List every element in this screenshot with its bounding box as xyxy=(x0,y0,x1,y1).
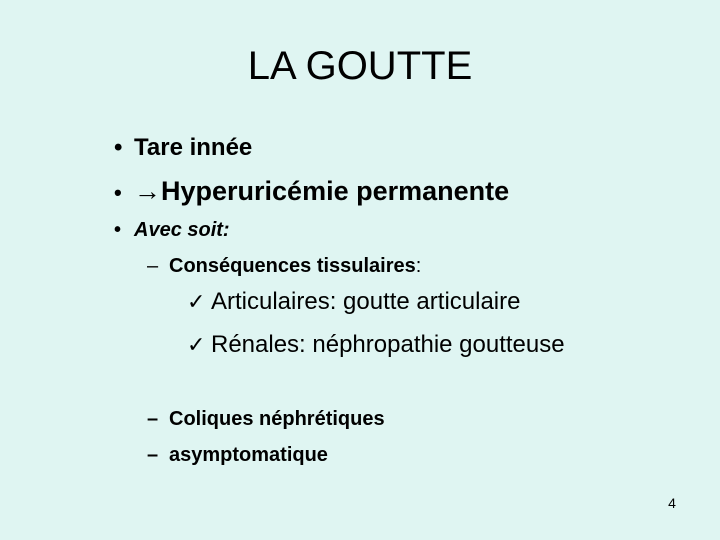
dash-icon: – xyxy=(147,255,159,277)
check-item-text: Articulaires: goutte articulaire xyxy=(211,288,521,315)
bullet-hyperuricemie xyxy=(114,175,509,209)
checkmark-icon: ✓ xyxy=(187,332,206,357)
bullet-text: Tare innée xyxy=(134,134,253,161)
sub-item-text: Coliques néphrétiques xyxy=(169,408,385,430)
sub-item-coliques xyxy=(147,406,385,432)
sub-item-consequences xyxy=(147,253,421,279)
check-item-renales xyxy=(187,330,565,360)
bullet-avec-soit xyxy=(114,218,230,242)
bullet-text: Avec soit: xyxy=(134,219,230,241)
bullet-tare xyxy=(114,134,252,162)
dash-icon: – xyxy=(147,444,159,466)
bullet-icon: • xyxy=(114,180,122,205)
bullet-text: →Hyperuricémie permanente xyxy=(134,176,510,206)
bullet-icon: • xyxy=(114,134,123,161)
check-item-articulaires xyxy=(187,287,520,317)
dash-icon: – xyxy=(147,408,159,430)
page-number: 4 xyxy=(668,495,676,511)
checkmark-icon: ✓ xyxy=(187,289,206,314)
check-item-text: Rénales: néphropathie goutteuse xyxy=(211,331,565,358)
bullet-icon: • xyxy=(114,219,122,241)
sub-item-colon: : xyxy=(415,255,422,277)
sub-item-asymptomatique xyxy=(147,442,328,468)
sub-item-text: asymptomatique xyxy=(169,444,328,466)
slide-title: LA GOUTTE xyxy=(247,44,473,88)
sub-item-term: Conséquences tissulaires xyxy=(169,255,416,277)
